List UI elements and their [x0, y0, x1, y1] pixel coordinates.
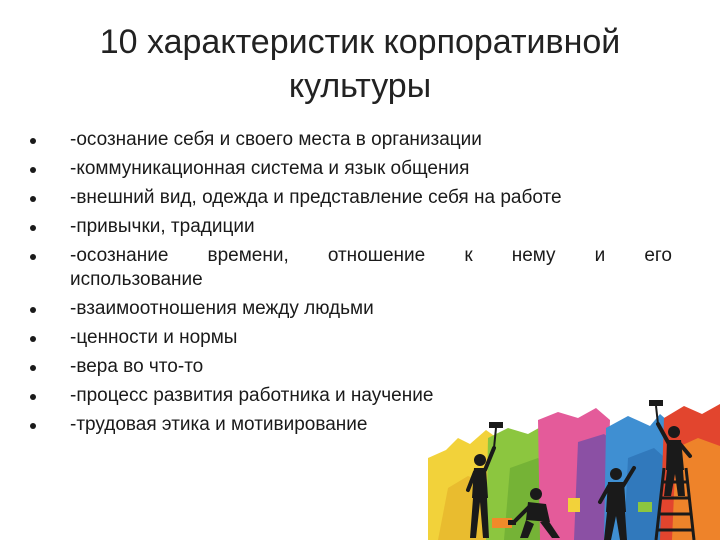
list-item: -процесс развития работника и научение	[28, 384, 672, 408]
painters-illustration-icon	[428, 398, 720, 540]
bullet-icon	[30, 423, 36, 429]
title-line-2: культуры	[288, 67, 432, 105]
bullet-icon	[30, 307, 36, 313]
list-item: -взаимоотношения между людьми	[28, 297, 672, 321]
list-item: -вера во что-то	[28, 355, 672, 379]
bullet-icon	[30, 336, 36, 342]
list-item: -привычки, традиции	[28, 215, 672, 239]
list-item: -трудовая этика и мотивирование	[28, 413, 672, 437]
slide-title	[60, 20, 660, 108]
bullet-icon	[30, 225, 36, 231]
bullet-icon	[30, 394, 36, 400]
characteristics-list	[28, 128, 672, 442]
title-line-1: 10 характеристик корпоративной	[99, 23, 621, 61]
list-item: -ценности и нормы	[28, 326, 672, 350]
list-item: -осознание времени, отношение к нему и его использование	[28, 244, 672, 292]
bullet-icon	[30, 254, 36, 260]
list-item: -осознание себя и своего места в организации	[28, 128, 672, 152]
list-item: -коммуникационная система и язык общения	[28, 157, 672, 181]
bullet-icon	[30, 365, 36, 371]
bullet-icon	[30, 167, 36, 173]
bullet-icon	[30, 196, 36, 202]
bullet-icon	[30, 138, 36, 144]
list-item: -внешний вид, одежда и представление себя на работе	[28, 186, 672, 210]
